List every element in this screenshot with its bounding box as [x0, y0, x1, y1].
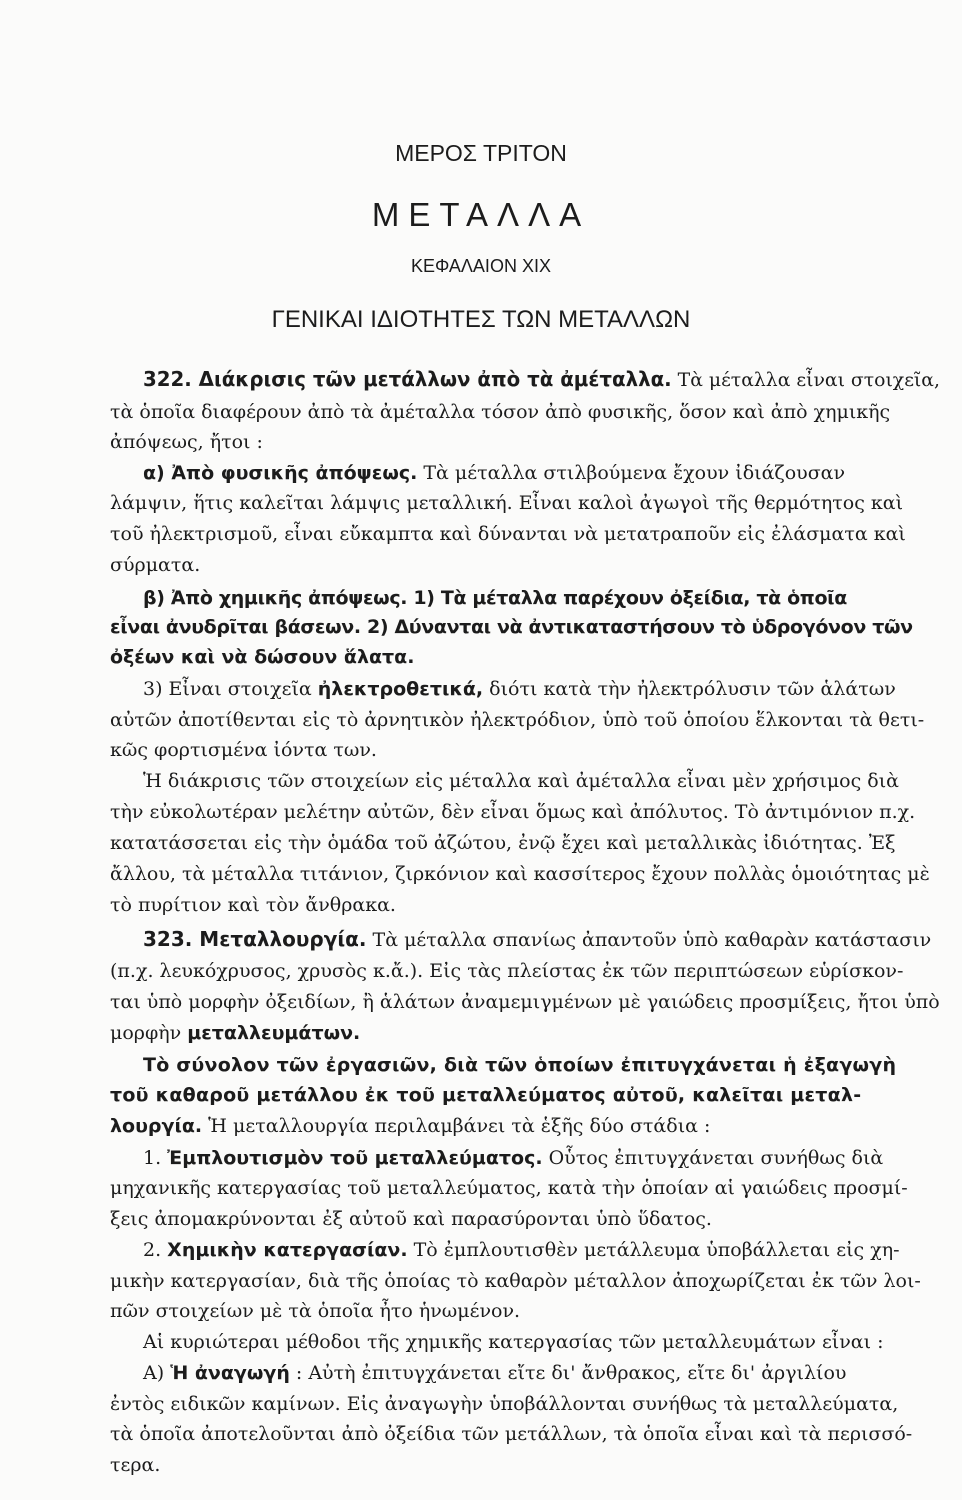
- text-line: τερα.: [110, 1454, 161, 1476]
- text-line: 1. Ἐμπλουτισμὸν τοῦ μεταλλεύματος. Οὗτος ἐπιτυγχάνεται συνήθως διὰ: [143, 1147, 884, 1169]
- term-chemical-processing: Χημικὴν κατεργασίαν.: [167, 1239, 408, 1261]
- term-enrichment: Ἐμπλουτισμὸν τοῦ μεταλλεύματος.: [167, 1147, 543, 1169]
- chapter-heading: ΚΕΦΑΛΑΙΟΝ XIX: [411, 256, 551, 276]
- text-line: πῶν στοιχείων μὲ τὰ ὁποῖα ἦτο ἡνωμένον.: [110, 1300, 521, 1322]
- text-line: τοῦ ἠλεκτρισμοῦ, εἶναι εὔκαμπτα καὶ δύνανται νὰ μετατραποῦν εἰς ἐλάσματα καὶ: [110, 523, 906, 545]
- text-line: λάμψιν, ἥτις καλεῖται λάμψις μεταλλική. Εἶναι καλοὶ ἀγωγοὶ τῆς θερμότητος καὶ: [110, 492, 904, 514]
- text-line: μικὴν κατεργασίαν, διὰ τῆς ὁποίας τὸ καθαρὸν μέταλλον ἀποχωρίζεται ἐκ τῶν λοι-: [110, 1270, 921, 1292]
- text-line: ξεις ἀπομακρύνονται ἐξ αὐτοῦ καὶ παρασύρονται ὑπὸ ὕδατος.: [110, 1208, 712, 1230]
- section-322-heading: 322. Διάκρισις τῶν μετάλλων ἀπὸ τὰ ἀμέταλλα.: [143, 367, 672, 391]
- text-line-bold: τοῦ καθαροῦ μετάλλου ἐκ τοῦ μεταλλεύματος αὐτοῦ, καλεῖται μεταλ-: [110, 1084, 862, 1106]
- text-line-bold: β) Ἀπὸ χημικῆς ἀπόψεως. 1) Τὰ μέταλλα παρέχουν ὀξείδια, τὰ ὁποῖα: [143, 587, 847, 609]
- term-metallurgy: λουργία.: [110, 1115, 203, 1137]
- subsection-physical-heading: α) Ἀπὸ φυσικῆς ἀπόψεως.: [143, 462, 418, 484]
- text-line: ἀπόψεως, ἤτοι :: [110, 431, 263, 453]
- text-line: αὐτῶν ἀποτίθενται εἰς τὸ ἀρνητικὸν ἠλεκτρόδιον, ὑπὸ τοῦ ὁποίου ἕλκονται τὰ θετι-: [110, 709, 925, 731]
- text-line: (π.χ. λευκόχρυσος, χρυσὸς κ.ἄ.). Εἰς τὰς πλείστας ἐκ τῶν περιπτώσεων εὑρίσκον-: [110, 960, 904, 982]
- section-subtitle: ΓΕΝΙΚΑΙ ΙΔΙΟΤΗΤΕΣ ΤΩΝ ΜΕΤΑΛΛΩΝ: [271, 306, 691, 333]
- part-heading: ΜΕΡΟΣ ΤΡΙΤΟΝ: [395, 140, 567, 166]
- text-line: τὰ ὁποῖα διαφέρουν ἀπὸ τὰ ἀμέταλλα τόσον ἀπὸ φυσικῆς, ὅσον καὶ ἀπὸ χημικῆς: [110, 401, 891, 423]
- text-line: τὰ ὁποῖα ἀποτελοῦνται ἀπὸ ὀξείδια τῶν μετάλλων, τὰ ὁποῖα εἶναι καὶ τὰ περισσό-: [110, 1423, 913, 1445]
- term-reduction: Ἡ ἀναγωγή: [170, 1362, 290, 1384]
- text-line: Α) Ἡ ἀναγωγή : Αὐτὴ ἐπιτυγχάνεται εἴτε δι' ἄνθρακος, εἴτε δι' ἀργιλίου: [143, 1362, 847, 1384]
- text-line: 322. Διάκρισις τῶν μετάλλων ἀπὸ τὰ ἀμέταλλα. Τὰ μέταλλα εἶναι στοιχεῖα,: [143, 367, 940, 391]
- text-line: Αἱ κυριώτεραι μέθοδοι τῆς χημικῆς κατεργασίας τῶν μεταλλευμάτων εἶναι :: [143, 1331, 884, 1353]
- text-line: ται ὑπὸ μορφὴν ὀξειδίων, ἢ ἁλάτων ἀναμεμιγμένων μὲ γαιώδεις προσμίξεις, ἤτοι ὑπὸ: [110, 991, 940, 1013]
- text-line: σύρματα.: [110, 554, 201, 576]
- text-line-bold: εἶναι ἀνυδρῖται βάσεων. 2) Δύνανται νὰ ἀντικαταστήσουν τὸ ὑδρογόνον τῶν: [110, 616, 913, 638]
- text-line: μηχανικῆς κατεργασίας τοῦ μεταλλεύματος, κατὰ τὴν ὁποίαν αἱ γαιώδεις προσμί-: [110, 1177, 908, 1199]
- text-line: 3) Εἶναι στοιχεῖα ἠλεκτροθετικά, διότι κατὰ τὴν ἠλεκτρόλυσιν τῶν ἁλάτων: [143, 678, 896, 700]
- text-line-bold: ὀξέων καὶ νὰ δώσουν ἅλατα.: [110, 646, 415, 668]
- text-line-bold: Τὸ σύνολον τῶν ἐργασιῶν, διὰ τῶν ὁποίων ἐπιτυγχάνεται ἡ ἐξαγωγὴ: [143, 1054, 897, 1076]
- text-line: μορφὴν μεταλλευμάτων.: [110, 1022, 361, 1044]
- text-line: τὸ πυρίτιον καὶ τὸν ἄνθρακα.: [110, 894, 396, 916]
- text-line: τὴν εὐκολωτέραν μελέτην αὐτῶν, δὲν εἶναι ὅμως καὶ ἀπόλυτος. Τὸ ἀντιμόνιον π.χ.: [110, 801, 916, 823]
- text-line: Ἡ διάκρισις τῶν στοιχείων εἰς μέταλλα καὶ ἀμέταλλα εἶναι μὲν χρήσιμος διὰ: [143, 770, 900, 792]
- text-line: 323. Μεταλλουργία. Τὰ μέταλλα σπανίως ἀπαντοῦν ὑπὸ καθαρὰν κατάστασιν: [143, 927, 932, 951]
- text-line: λουργία. Ἡ μεταλλουργία περιλαμβάνει τὰ ἑξῆς δύο στάδια :: [110, 1115, 711, 1137]
- page-title: ΜΕΤΑΛΛΑ: [371, 196, 591, 233]
- text-line: α) Ἀπὸ φυσικῆς ἀπόψεως. Τὰ μέταλλα στιλβούμενα ἔχουν ἰδιάζουσαν: [143, 462, 846, 484]
- text-line: ἄλλου, τὰ μέταλλα τιτάνιον, ζιρκόνιον καὶ κασσίτερος ἔχουν πολλὰς ὁμοιότητας μὲ: [110, 863, 930, 885]
- text-line: ἐντὸς ειδικῶν καμίνων. Εἰς ἀναγωγὴν ὑποβάλλονται συνήθως τὰ μεταλλεύματα,: [110, 1393, 899, 1415]
- text-line: κῶς φορτισμένα ἰόντα των.: [110, 739, 377, 761]
- text-line: κατατάσσεται εἰς τὴν ὁμάδα τοῦ ἀζώτου, ἐνῷ ἔχει καὶ μεταλλικὰς ἰδιότητας. Ἐξ: [110, 832, 896, 854]
- term-ores: μεταλλευμάτων.: [187, 1022, 361, 1044]
- section-323-heading: 323. Μεταλλουργία.: [143, 927, 367, 951]
- text-line: 2. Χημικὴν κατεργασίαν. Τὸ ἐμπλουτισθὲν μετάλλευμα ὑποβάλλεται εἰς χη-: [143, 1239, 900, 1261]
- term-electropositive: ἠλεκτροθετικά,: [317, 678, 484, 700]
